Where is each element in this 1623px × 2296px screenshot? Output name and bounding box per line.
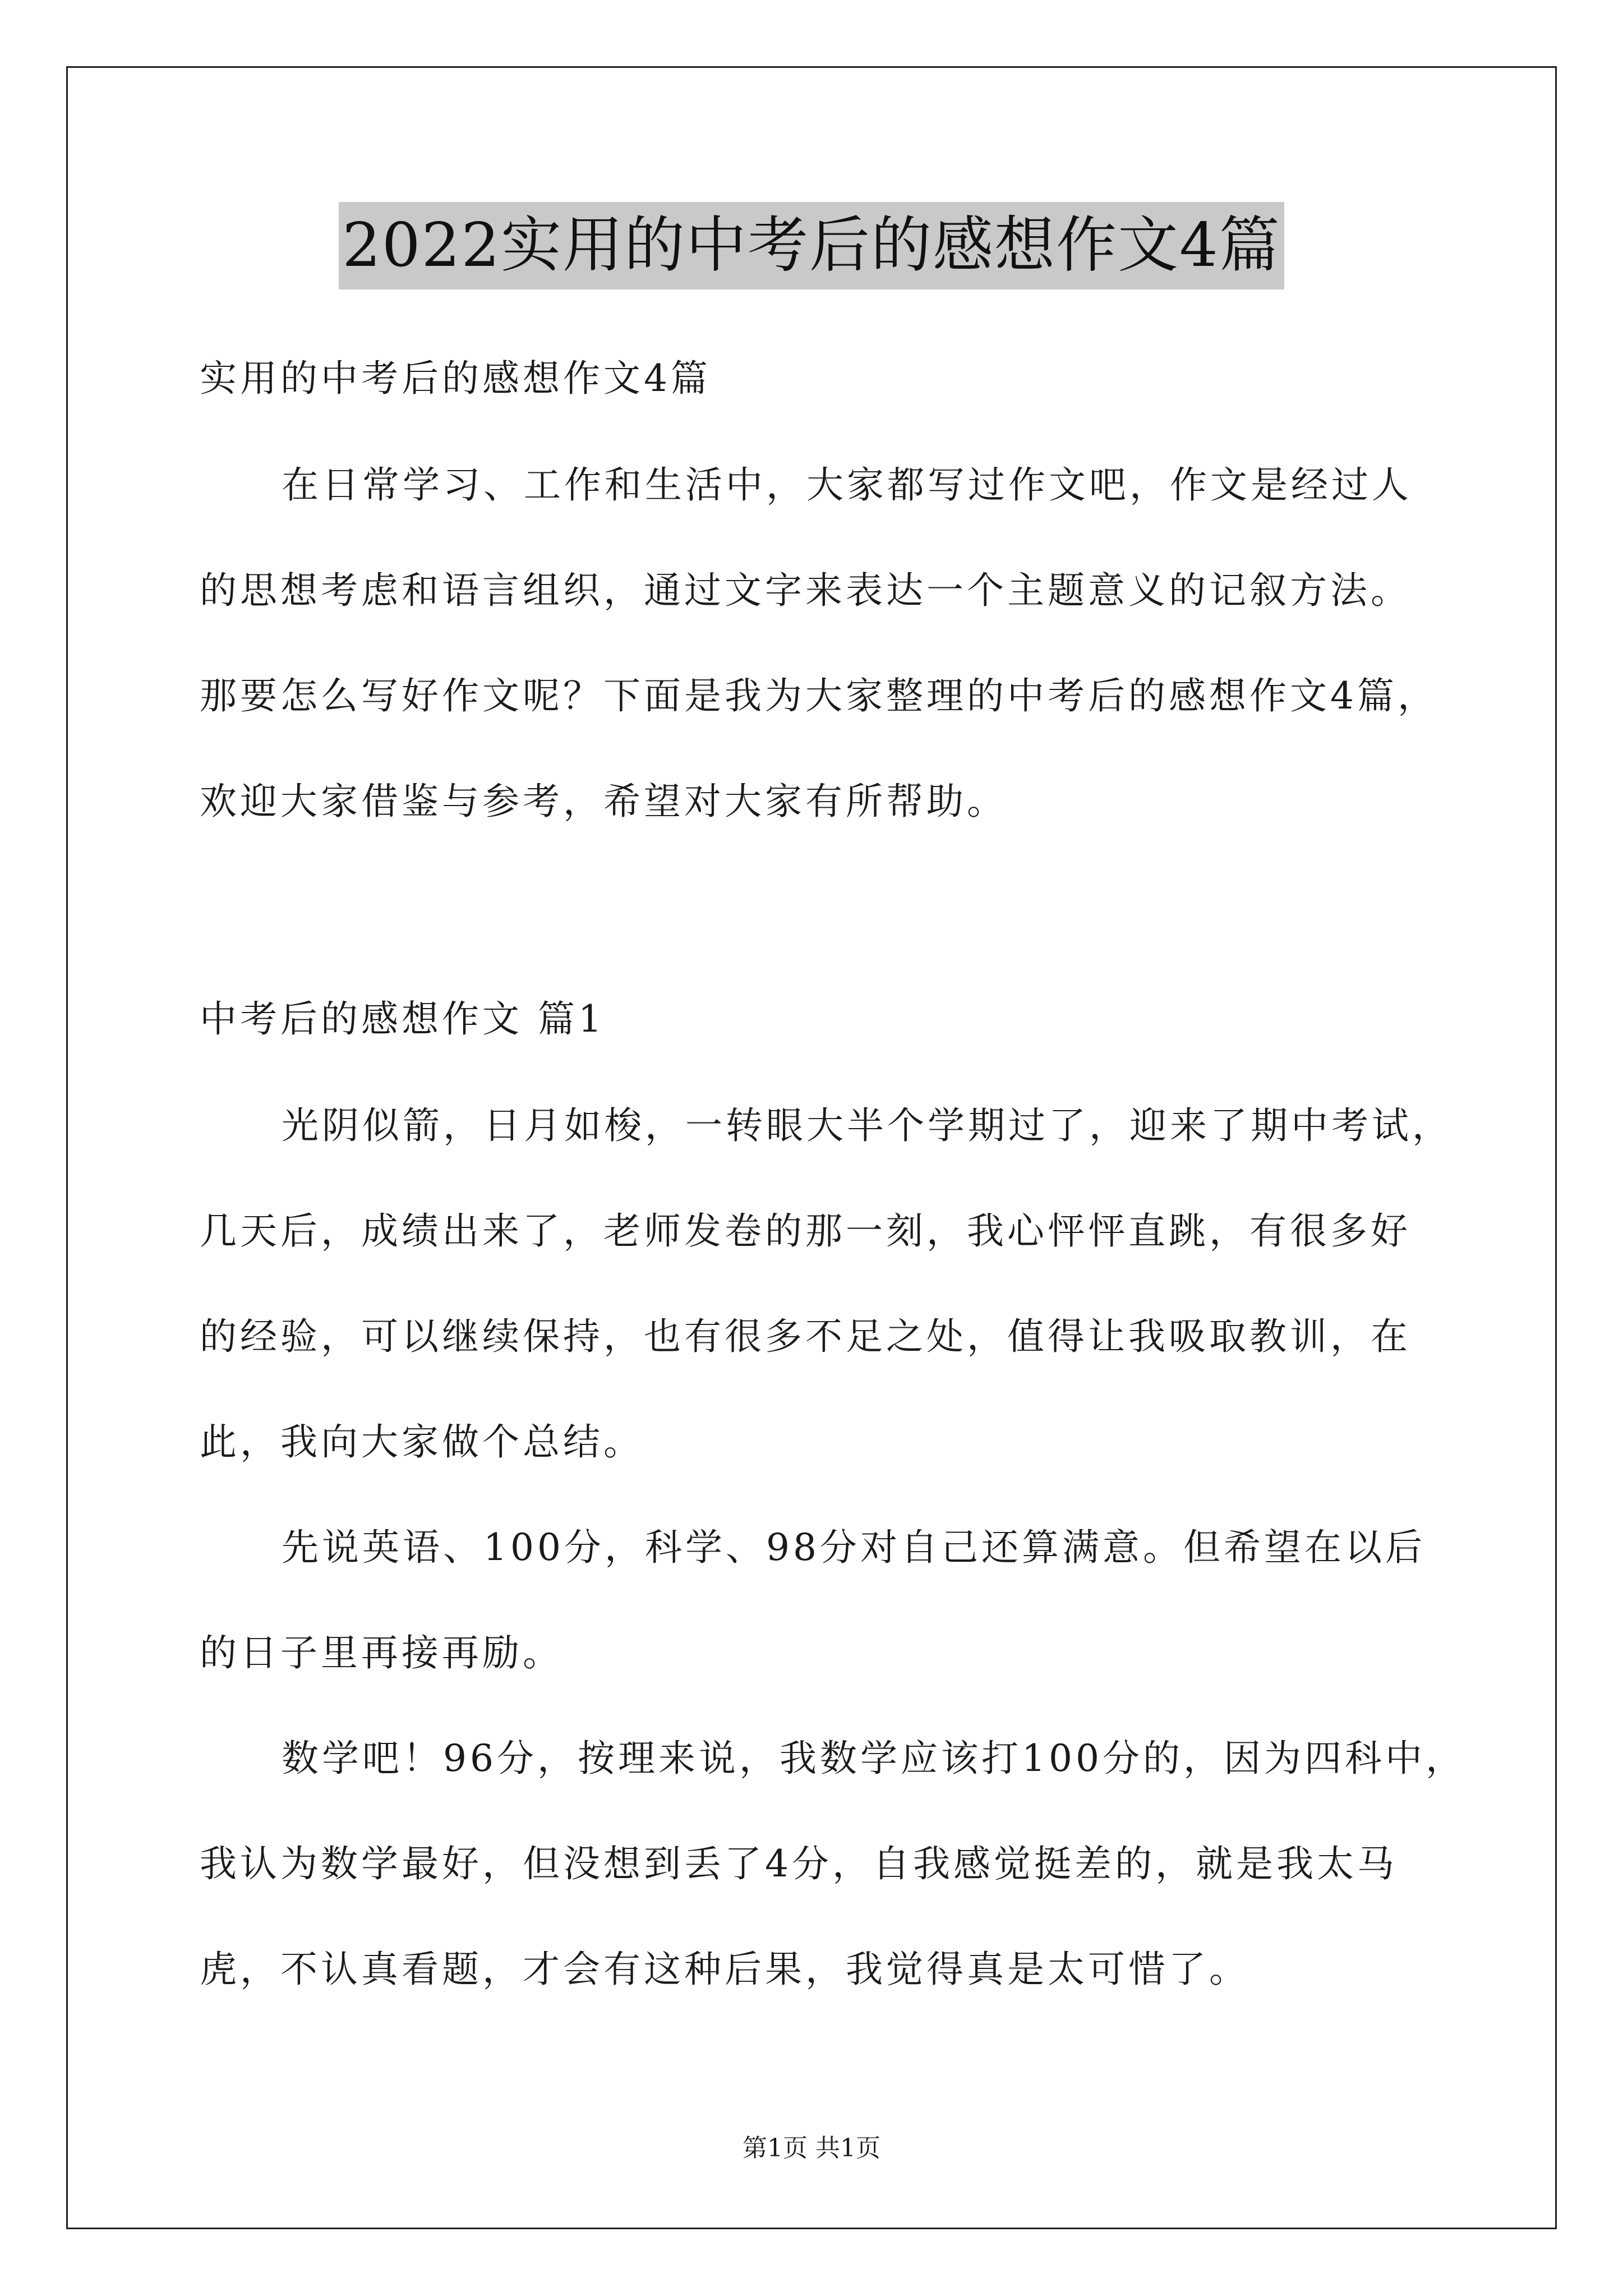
title-container	[0, 202, 1623, 289]
para1-line-1: 光阴似箭，日月如梭，一转眼大半个学期过了，迎来了期中考试，	[282, 1104, 1453, 1147]
intro-line-2: 的思想考虑和语言组织，通过文字来表达一个主题意义的记叙方法。	[200, 569, 1411, 612]
intro-line-3: 那要怎么写好作文呢？下面是我为大家整理的中考后的感想作文4篇，	[200, 674, 1438, 717]
para1-line-3: 的经验，可以继续保持，也有很多不足之处，值得让我吸取教训，在	[200, 1315, 1411, 1358]
para3-line-1: 数学吧！96分，按理来说，我数学应该打100分的，因为四科中，	[282, 1737, 1466, 1780]
para3-line-3: 虎，不认真看题，才会有这种后果，我觉得真是太可惜了。	[200, 1948, 1249, 1991]
para3-line-2: 我认为数学最好，但没想到丢了4分，自我感觉挺差的，就是我太马	[200, 1842, 1398, 1885]
para2-line-2: 的日子里再接再励。	[200, 1631, 563, 1674]
section-heading: 中考后的感想作文 篇1	[200, 997, 605, 1041]
para1-line-2: 几天后，成绩出来了，老师发卷的那一刻，我心怦怦直跳，有很多好	[200, 1209, 1411, 1253]
para2-line-1: 先说英语、100分，科学、98分对自己还算满意。但希望在以后	[282, 1526, 1426, 1569]
document-title: 2022实用的中考后的感想作文4篇	[339, 202, 1284, 289]
document-subtitle: 实用的中考后的感想作文4篇	[200, 357, 711, 400]
intro-line-4: 欢迎大家借鉴与参考，希望对大家有所帮助。	[200, 780, 1007, 823]
page-footer: 第1页 共1页	[743, 2134, 880, 2162]
intro-line-1: 在日常学习、工作和生活中，大家都写过作文吧，作文是经过人	[282, 463, 1412, 507]
para1-line-4: 此，我向大家做个总结。	[200, 1420, 644, 1464]
